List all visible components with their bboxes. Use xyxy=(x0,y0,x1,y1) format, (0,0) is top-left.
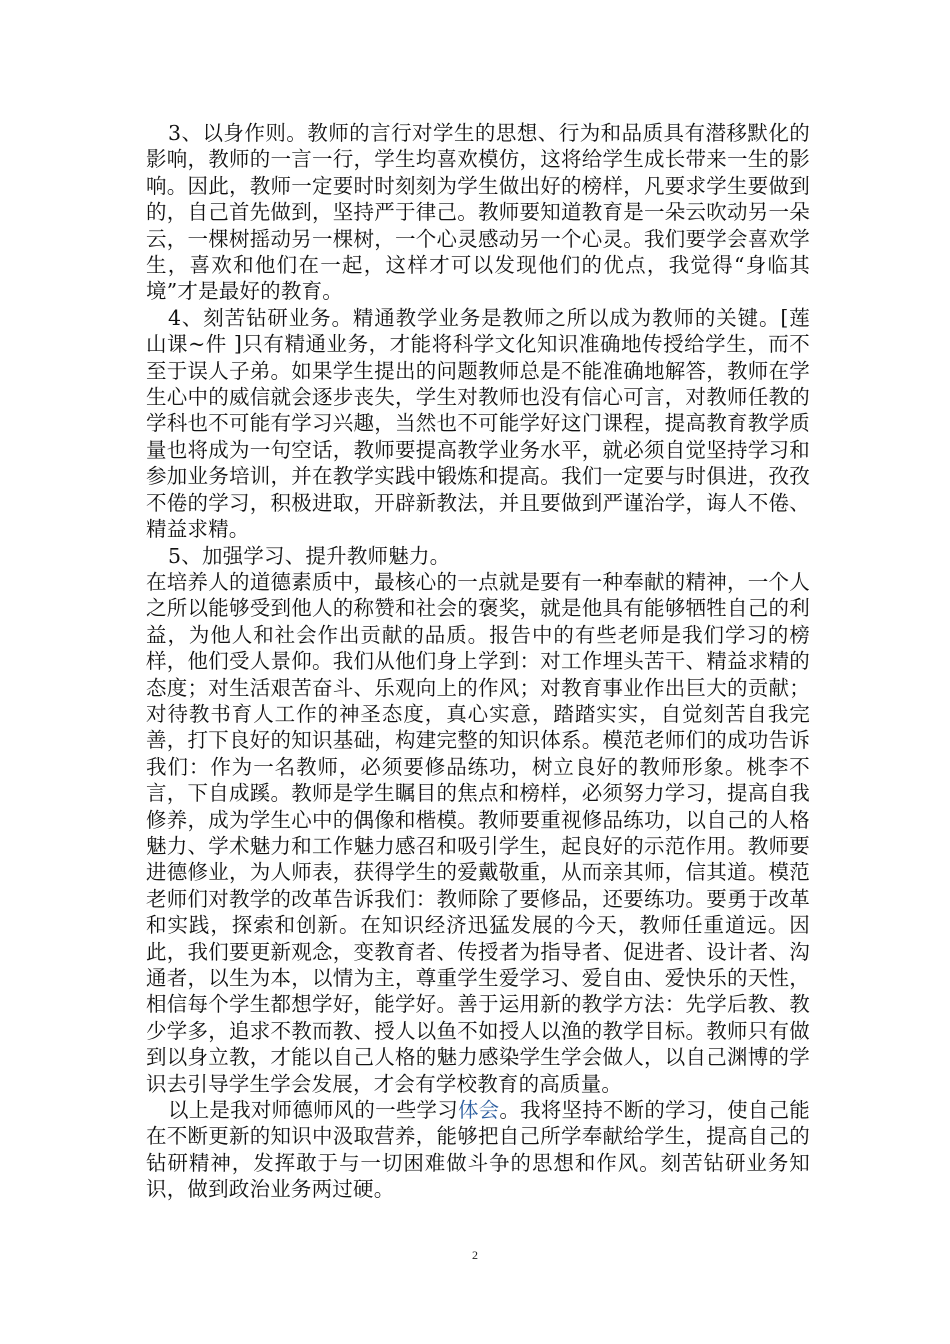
paragraph-closing xyxy=(146,1097,810,1203)
paragraph-study-business: 4、刻苦钻研业务。精通教学业务是教师之所以成为教师的关键。[莲山课~件 ]只有精通业务，才能将科学文化知识准确地传授给学生，而不至于误人子弟。如果学生提出的问题教师总是不能准确地解答，教师在学生心中的威信就会逐步丧失，学生对教师也没有信心可言，对教师任教的学科也不可能有学习兴趣，当然也不可能学好这门课程，提高教育教学质量也将成为一句空话，教师要提高教学业务水平，就必须自觉坚持学习和参加业务培训，并在教学实践中锻炼和提高。我们一定要与时俱进，孜孜不倦的学习，积极进取，开辟新教法，并且要做到严谨治学，诲人不倦、精益求精。 xyxy=(146,305,810,542)
closing-text-end: 。我将坚持不断的学习，使自己能在不断更新的知识中汲取营养，能够把自己所学奉献给学生，提高自己的钻研精神，发挥敢于与一切困难做斗争的思想和作风。刻苦钻研业务知识，做到政治业务两过硬。 xyxy=(146,1098,810,1202)
paragraph-set-example: 3、以身作则。教师的言行对学生的思想、行为和品质具有潜移默化的影响，教师的一言一行，学生均喜欢模仿，这将给学生成长带来一生的影响。因此，教师一定要时时刻刻为学生做出好的榜样，凡要求学生要做到的，自己首先做到，坚持严于律己。教师要知道教育是一朵云吹动另一朵云，一棵树摇动另一棵树，一个心灵感动另一个心灵。我们要学会喜欢学生，喜欢和他们在一起，这样才可以发现他们的优点，我觉得“身临其境”才是最好的教育。 xyxy=(146,121,810,304)
document-body xyxy=(146,120,810,1203)
page-number: 2 xyxy=(472,1248,478,1262)
experience-link[interactable]: 体会 xyxy=(457,1098,500,1123)
paragraph-dedication: 在培养人的道德素质中，最核心的一点就是要有一种奉献的精神，一个人之所以能够受到他人的称赞和社会的褒奖，就是他具有能够牺牲自己的利益，为他人和社会作出贡献的品质。报告中的有些老师是我们学习的榜样，他们受人景仰。我们从他们身上学到：对工作埋头苦干、精益求精的态度；对生活艰苦奋斗、乐观向上的作风；对教育事业作出巨大的贡献；对待教书育人工作的神圣态度，真心实意，踏踏实实，自觉刻苦自我完善，打下良好的知识基础，构建完整的知识体系。模范老师们的成功告诉我们：作为一名教师，必须要修品练功，树立良好的教师形象。桃李不言，下自成蹊。教师是学生瞩目的焦点和榜样，必须努力学习，提高自我修养，成为学生心中的偶像和楷模。教师要重视修品练功，以自己的人格魅力、学术魅力和工作魅力感召和吸引学生，起良好的示范作用。教师要进德修业，为人师表，获得学生的爱戴敬重，从而亲其师，信其道。模范老师们对教学的改革告诉我们：教师除了要修品，还要练功。要勇于改革和实践，探索和创新。在知识经济迅猛发展的今天，教师任重道远。因此，我们要更新观念，变教育者、传授者为指导者、促进者、设计者、沟通者，以生为本，以情为主，尊重学生爱学习、爱自由、爱快乐的天性，相信每个学生都想学好，能学好。善于运用新的教学方法：先学后教、教少学多，追求不教而教、授人以鱼不如授人以渔的教学目标。教师只有做到以身立教，才能以自己人格的魅力感染学生学会做人，以自己渊博的学识去引导学生学会发展，才会有学校教育的高质量。 xyxy=(146,569,810,1096)
closing-text-start: 以上是我对师德师风的一些学习 xyxy=(168,1098,458,1123)
paragraph-heading-charm: 5、加强学习、提升教师魅力。 xyxy=(168,543,451,568)
